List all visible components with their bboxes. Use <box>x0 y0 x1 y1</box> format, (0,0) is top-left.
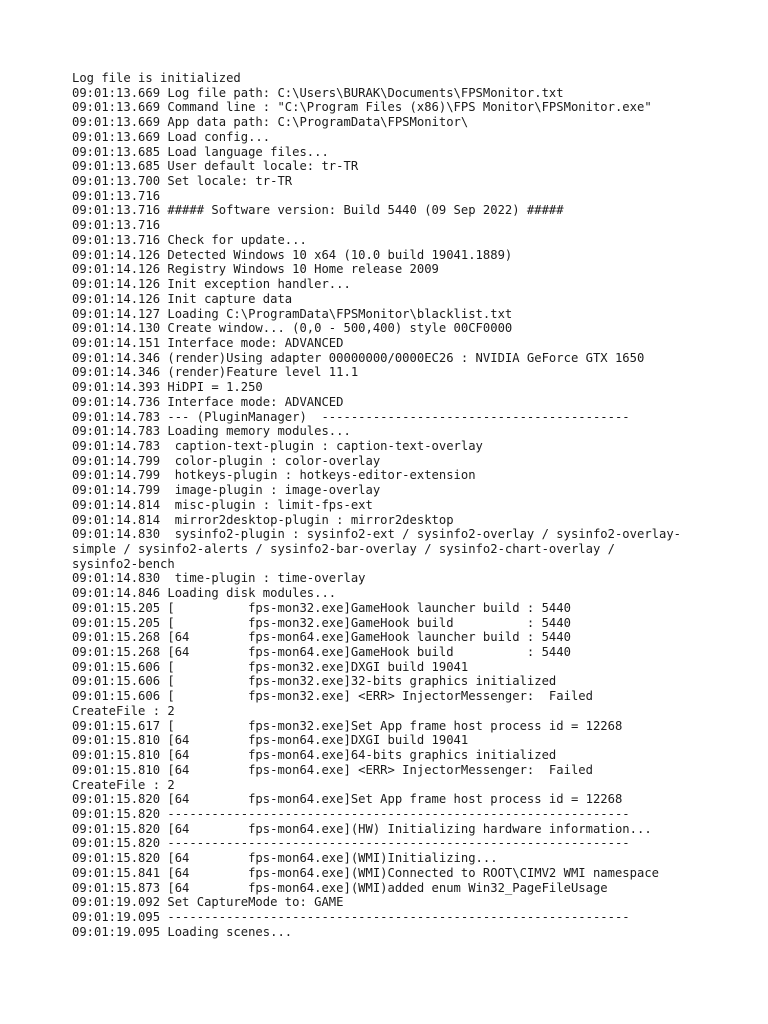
log-line: 09:01:14.126 Init capture data <box>72 291 293 306</box>
log-line: 09:01:15.268 [64 fps-mon64.exe]GameHook launcher build : 5440 <box>72 630 571 645</box>
log-line: 09:01:13.716 <box>72 188 161 203</box>
log-line: 09:01:14.830 time-plugin : time-overlay <box>72 571 366 586</box>
log-line: 09:01:13.700 Set locale: tr-TR <box>72 174 293 189</box>
log-line: 09:01:15.268 [64 fps-mon64.exe]GameHook build : 5440 <box>72 645 571 660</box>
log-line: 09:01:14.126 Detected Windows 10 x64 (10.0 build 19041.1889) <box>72 247 513 262</box>
log-line: simple / sysinfo2-alerts / sysinfo2-bar-overlay / sysinfo2-chart-overlay / <box>72 542 615 556</box>
log-line: 09:01:15.820 [64 fps-mon64.exe]Set App frame host process id = 12268 <box>72 792 623 807</box>
log-line: 09:01:14.130 Create window... (0,0 - 500,400) style 00CF0000 <box>72 321 513 336</box>
log-line: Log file is initialized <box>72 71 241 85</box>
log-line: 09:01:13.716 Check for update... <box>72 232 307 247</box>
log-line: 09:01:15.606 [ fps-mon32.exe] <ERR> InjectorMessenger: Failed <box>72 689 593 704</box>
log-line: 09:01:13.669 Command line : "C:\Program Files (x86)\FPS Monitor\FPSMonitor.exe" <box>72 100 652 115</box>
log-line: 09:01:15.820 [64 fps-mon64.exe](HW) Initializing hardware information... <box>72 821 652 836</box>
log-line: 09:01:15.617 [ fps-mon32.exe]Set App frame host process id = 12268 <box>72 718 623 733</box>
log-body <box>72 71 712 939</box>
log-line: 09:01:13.669 Log file path: C:\Users\BURAK\Documents\FPSMonitor.txt <box>72 85 564 100</box>
log-line: 09:01:19.095 --------------------------------------------------------------- <box>72 909 630 924</box>
log-line: 09:01:14.846 Loading disk modules... <box>72 586 337 601</box>
log-line: 09:01:13.669 App data path: C:\ProgramData\FPSMonitor\ <box>72 115 469 130</box>
log-line: 09:01:14.151 Interface mode: ADVANCED <box>72 335 344 350</box>
log-line: 09:01:14.830 sysinfo2-plugin : sysinfo2-ext / sysinfo2-overlay / sysinfo2-overlay- <box>72 527 682 542</box>
log-line: 09:01:14.346 (render)Using adapter 00000000/0000EC26 : NVIDIA GeForce GTX 1650 <box>72 350 645 365</box>
log-line: 09:01:15.205 [ fps-mon32.exe]GameHook build : 5440 <box>72 615 571 630</box>
log-line: CreateFile : 2 <box>72 703 175 718</box>
log-line: sysinfo2-bench <box>72 556 175 571</box>
log-line: 09:01:13.669 Load config... <box>72 129 271 144</box>
log-line: 09:01:15.810 [64 fps-mon64.exe]DXGI build 19041 <box>72 733 469 748</box>
log-line: CreateFile : 2 <box>72 777 175 792</box>
log-line: 09:01:15.205 [ fps-mon32.exe]GameHook launcher build : 5440 <box>72 600 571 615</box>
log-line: 09:01:14.814 mirror2desktop-plugin : mirror2desktop <box>72 512 454 527</box>
log-line: 09:01:14.783 Loading memory modules... <box>72 424 351 439</box>
log-document <box>72 71 712 939</box>
log-line: 09:01:13.685 Load language files... <box>72 144 329 159</box>
log-line: 09:01:13.685 User default locale: tr-TR <box>72 159 359 174</box>
log-line: 09:01:14.393 HiDPI = 1.250 <box>72 380 263 395</box>
log-line: 09:01:15.810 [64 fps-mon64.exe]64-bits graphics initialized <box>72 748 557 763</box>
log-line: 09:01:14.799 color-plugin : color-overlay <box>72 453 381 468</box>
log-line: 09:01:14.127 Loading C:\ProgramData\FPSMonitor\blacklist.txt <box>72 306 513 321</box>
log-line: 09:01:14.346 (render)Feature level 11.1 <box>72 365 359 380</box>
log-line: 09:01:15.606 [ fps-mon32.exe]32-bits graphics initialized <box>72 674 557 689</box>
log-line: 09:01:14.126 Registry Windows 10 Home release 2009 <box>72 262 439 277</box>
log-line: 09:01:15.820 --------------------------------------------------------------- <box>72 806 630 821</box>
log-line: 09:01:14.814 misc-plugin : limit-fps-ext <box>72 497 373 512</box>
log-line: 09:01:14.783 caption-text-plugin : caption-text-overlay <box>72 438 483 453</box>
log-line: 09:01:13.716 <box>72 218 161 233</box>
log-line: 09:01:15.841 [64 fps-mon64.exe](WMI)Connected to ROOT\CIMV2 WMI namespace <box>72 865 659 880</box>
log-line: 09:01:14.799 hotkeys-plugin : hotkeys-editor-extension <box>72 468 476 483</box>
log-line: 09:01:15.873 [64 fps-mon64.exe](WMI)added enum Win32_PageFileUsage <box>72 880 608 895</box>
log-line: 09:01:19.092 Set CaptureMode to: GAME <box>72 895 344 910</box>
log-line: 09:01:14.783 --- (PluginManager) ------------------------------------------ <box>72 409 630 424</box>
log-line: 09:01:15.820 [64 fps-mon64.exe](WMI)Initializing... <box>72 851 498 866</box>
log-line: 09:01:15.606 [ fps-mon32.exe]DXGI build 19041 <box>72 659 469 674</box>
log-line: 09:01:15.810 [64 fps-mon64.exe] <ERR> InjectorMessenger: Failed <box>72 762 593 777</box>
log-line: 09:01:14.736 Interface mode: ADVANCED <box>72 394 344 409</box>
log-line: 09:01:13.716 ##### Software version: Build 5440 (09 Sep 2022) ##### <box>72 203 564 218</box>
log-line: 09:01:19.095 Loading scenes... <box>72 924 293 939</box>
log-line: 09:01:14.799 image-plugin : image-overlay <box>72 483 381 498</box>
log-line: 09:01:15.820 --------------------------------------------------------------- <box>72 836 630 851</box>
log-line: 09:01:14.126 Init exception handler... <box>72 277 351 292</box>
